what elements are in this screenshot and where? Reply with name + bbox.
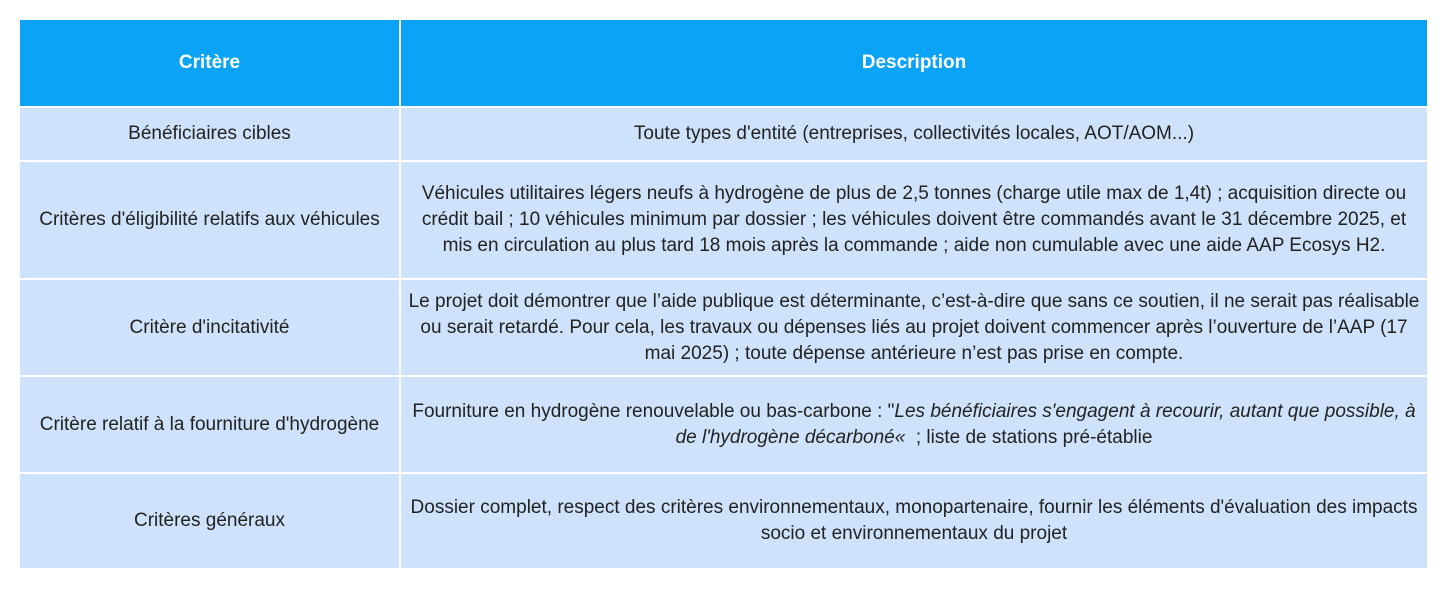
criteria-table (20, 20, 1427, 568)
description-suffix: ; liste de stations pré-établie (905, 426, 1153, 448)
table-header-row (20, 20, 1427, 107)
cell-description (400, 376, 1427, 473)
header-critere: Critère (20, 20, 400, 107)
header-description: Description (400, 20, 1427, 107)
table-row (20, 376, 1427, 473)
cell-description: Toute types d'entité (entreprises, collectivités locales, AOT/AOM...) (400, 107, 1427, 161)
table-row (20, 473, 1427, 568)
description-quote: Les bénéficiaires s'engagent à recourir, autant que possible, à de l'hydrogène décarboné« (675, 400, 1416, 448)
description-prefix: Fourniture en hydrogène renouvelable ou bas-carbone : " (412, 400, 895, 422)
cell-critere: Critères généraux (20, 473, 400, 568)
table-row (20, 107, 1427, 161)
cell-critere: Critère d'incitativité (20, 279, 400, 376)
cell-description: Le projet doit démontrer que l’aide publique est déterminante, c’est-à-dire que sans ce soutien, il ne serait pas réalisable ou serait retardé. Pour cela, les travaux ou dépenses liés au projet doivent commencer après l’ouverture de l’AAP (17 mai 2025) ; toute dépense antérieure n’est pas prise en compte. (400, 279, 1427, 376)
cell-description: Véhicules utilitaires légers neufs à hydrogène de plus de 2,5 tonnes (charge utile max de 1,4t) ; acquisition directe ou crédit bail ; 10 véhicules minimum par dossier ; les véhicules doivent être commandés avant le 31 décembre 2025, et mis en circulation au plus tard 18 mois après la commande ; aide non cumulable avec une aide AAP Ecosys H2. (400, 161, 1427, 279)
cell-critere: Critères d'éligibilité relatifs aux véhicules (20, 161, 400, 279)
cell-critere: Bénéficiaires cibles (20, 107, 400, 161)
table-row (20, 279, 1427, 376)
cell-critere: Critère relatif à la fourniture d'hydrogène (20, 376, 400, 473)
cell-description: Dossier complet, respect des critères environnementaux, monopartenaire, fournir les éléments d'évaluation des impacts socio et environnementaux du projet (400, 473, 1427, 568)
table-row (20, 161, 1427, 279)
criteria-table-container (20, 20, 1427, 568)
